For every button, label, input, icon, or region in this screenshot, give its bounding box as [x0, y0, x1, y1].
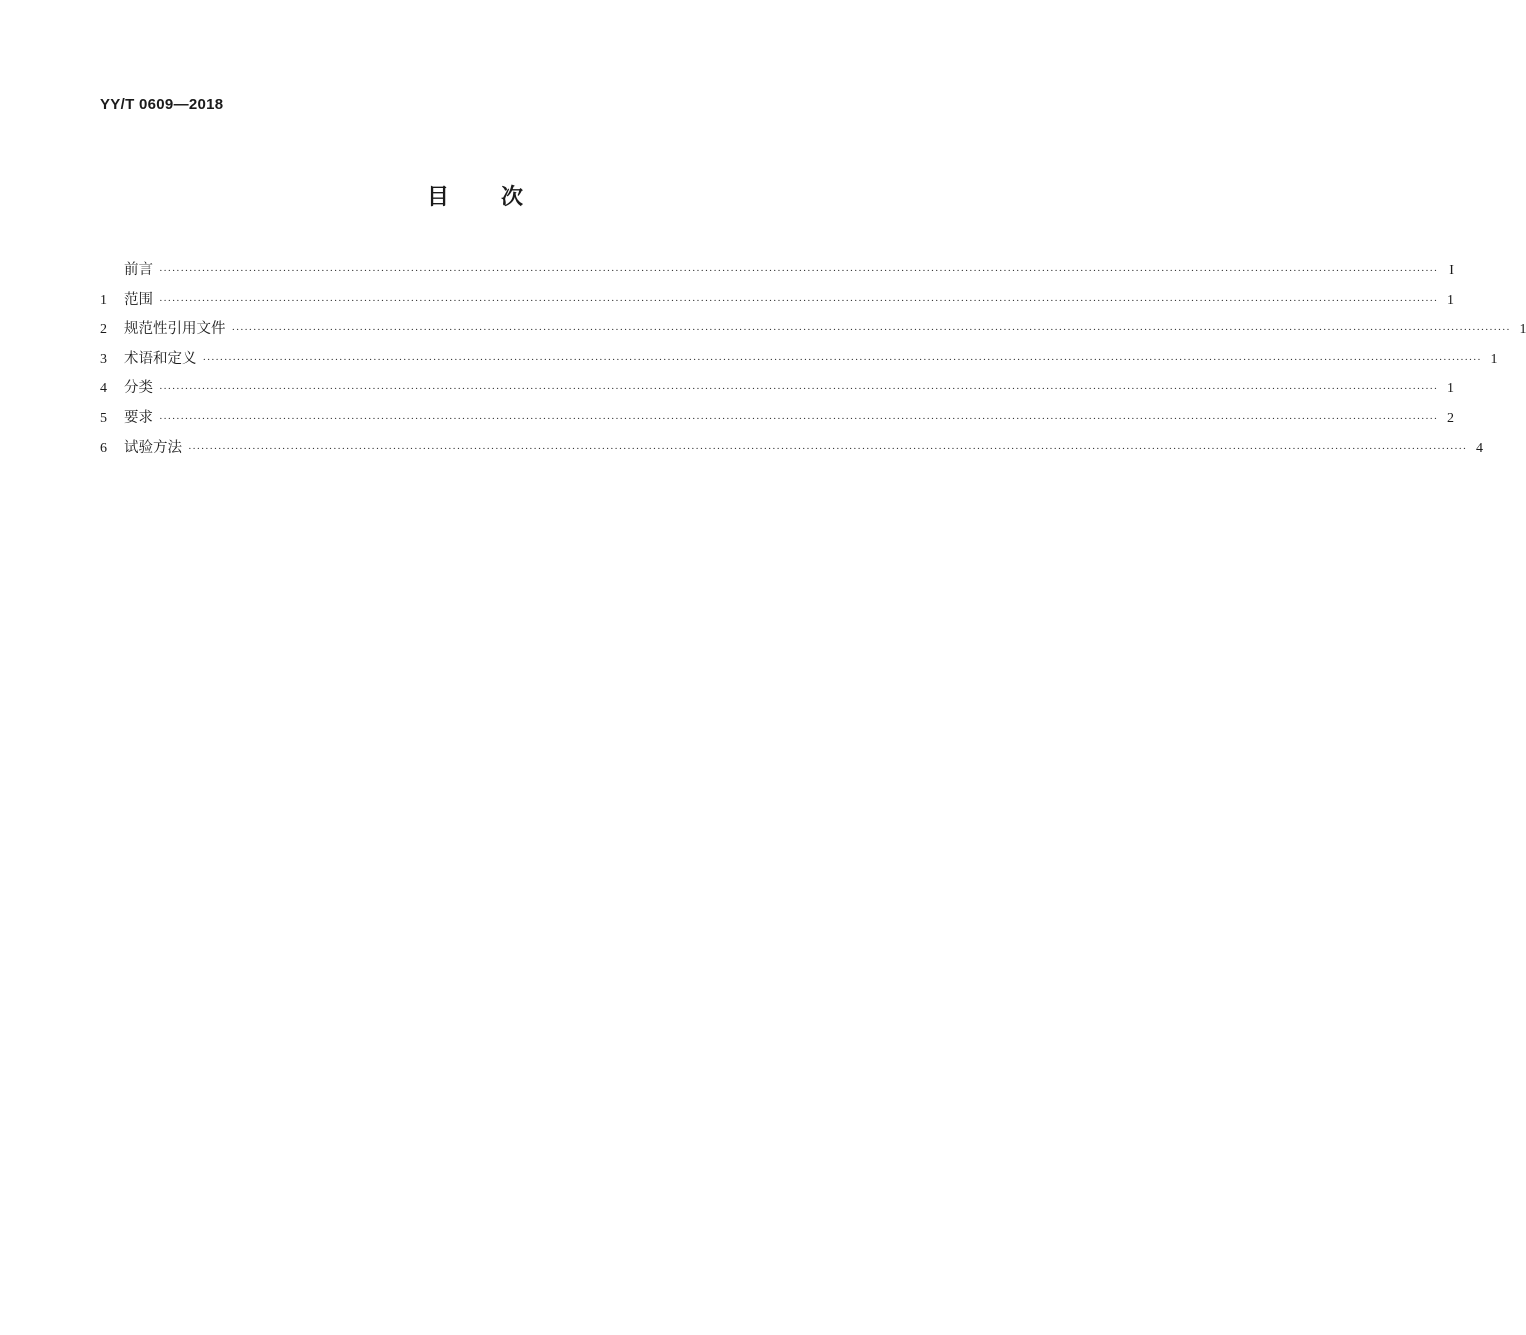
toc-entry-page: 1 — [1519, 322, 1526, 338]
dot-leader: ············································································································································································································································································································ — [159, 294, 1438, 307]
toc-entry-label: 要求 — [124, 409, 153, 426]
toc-entry-number: 4 — [100, 381, 107, 397]
dot-leader: ············································································································································································································································································································ — [188, 442, 1467, 455]
toc-entry-label: 前言 — [124, 262, 153, 278]
toc-entry-terms-definitions[interactable] — [100, 347, 1498, 377]
toc-entry-page: 1 — [1490, 351, 1498, 367]
toc-entry-number: 2 — [100, 322, 107, 338]
toc-entry-number: 6 — [100, 440, 107, 456]
dot-leader: ············································································································································································································································································································ — [159, 383, 1438, 396]
dot-leader: ············································································································································································································································································································ — [159, 412, 1438, 425]
dot-leader: ············································································································································································································································································································ — [202, 353, 1482, 366]
toc-entry-label: 规范性引用文件 — [124, 321, 226, 338]
page-title: 目次 — [426, 185, 575, 210]
toc-entry-number: 1 — [100, 292, 107, 308]
toc-entry-label: 试验方法 — [124, 439, 182, 456]
toc-entry-page: 2 — [1446, 410, 1454, 426]
dot-leader: ············································································································································································································································································································ — [231, 324, 1511, 337]
toc-entry-label: 术语和定义 — [124, 350, 197, 367]
dot-leader: ············································································································································································································································································································ — [159, 265, 1438, 277]
toc-entry-number: 5 — [100, 410, 107, 426]
toc-entry-test-methods[interactable] — [100, 436, 1483, 466]
toc-entry-page: 1 — [1446, 381, 1454, 397]
standard-code: YY/T 0609—2018 — [100, 96, 224, 113]
toc-entry-label: 范围 — [124, 291, 153, 308]
toc-entry-preface[interactable] — [100, 258, 1454, 288]
table-of-contents — [100, 258, 1526, 465]
toc-entry-page: I — [1449, 263, 1454, 278]
toc-entry-classification[interactable] — [100, 376, 1454, 406]
toc-entry-scope[interactable] — [100, 288, 1454, 318]
toc-entry-number: 3 — [100, 351, 107, 367]
toc-entry-page: 1 — [1446, 292, 1454, 308]
toc-entry-normative-references[interactable] — [100, 317, 1526, 347]
toc-entry-label: 分类 — [124, 380, 153, 397]
toc-entry-page: 4 — [1475, 440, 1483, 456]
toc-entry-requirements[interactable] — [100, 406, 1454, 436]
